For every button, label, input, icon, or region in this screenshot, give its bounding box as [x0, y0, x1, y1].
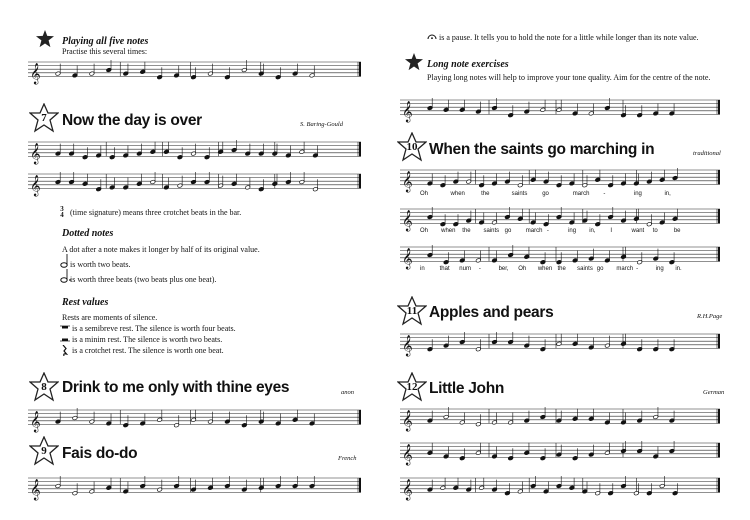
note-icon	[275, 413, 281, 425]
minim-note-icon	[60, 253, 70, 269]
minim-rest-text: is a minim rest. The silence is worth two beats.	[72, 335, 223, 344]
treble-clef-icon: 𝄞	[402, 410, 413, 432]
note-icon	[492, 412, 498, 424]
treble-clef-icon: 𝄞	[30, 175, 41, 197]
crotchet-rest-icon	[61, 345, 69, 356]
note-icon	[621, 247, 627, 259]
time-signature-icon: 3 4	[60, 205, 64, 219]
dotted-text: A dot after a note makes it longer by half of its original value.	[62, 245, 260, 254]
right-page	[375, 0, 750, 520]
long-notes-text: Playing long notes will help to improve your tone quality. Aim for the centre of the note.	[427, 73, 711, 82]
note-icon	[540, 100, 546, 112]
piece-number: 8	[41, 381, 47, 393]
note-icon	[140, 62, 146, 74]
note-icon	[459, 250, 465, 262]
note-icon	[191, 410, 197, 422]
pause-icon	[427, 33, 437, 40]
note-icon	[164, 142, 170, 154]
note-icon	[106, 478, 112, 490]
lyric-syllable: -	[546, 228, 549, 234]
note-icon	[556, 334, 562, 346]
note-icon	[258, 478, 264, 490]
note-icon	[605, 250, 611, 262]
lyric-syllable: when	[450, 191, 465, 197]
lyric-syllable: -	[603, 191, 606, 197]
note-icon	[309, 65, 315, 77]
note-icon	[659, 170, 665, 182]
dotted-minim-text: is worth three beats (two beats plus one beat).	[70, 275, 217, 284]
note-icon	[443, 100, 449, 112]
piece-title: Now the day is over	[62, 112, 202, 129]
lyric-syllable: march	[525, 228, 543, 234]
note-icon	[479, 478, 485, 490]
note-icon	[313, 145, 319, 157]
note-icon	[123, 481, 129, 493]
note-icon	[72, 65, 78, 77]
music-staff	[400, 405, 720, 432]
section-heading: Dotted notes	[62, 228, 114, 239]
note-icon	[621, 412, 627, 424]
note-icon	[595, 170, 601, 182]
instruction-text: Practise this several times:	[62, 47, 148, 56]
note-icon	[492, 212, 498, 224]
piece-credit: anon	[341, 389, 354, 396]
section-heading: Rest values	[62, 297, 109, 308]
treble-clef-icon: 𝄞	[402, 248, 413, 270]
lyric-syllable: go	[504, 228, 512, 234]
note-icon	[517, 481, 523, 493]
piece-credit: German	[703, 389, 725, 396]
note-icon	[89, 481, 95, 493]
note-icon	[543, 481, 549, 493]
piece-title: Little John	[429, 380, 505, 397]
treble-clef-icon: 𝄞	[402, 171, 413, 193]
note-icon	[524, 443, 530, 455]
note-icon	[479, 212, 485, 224]
note-icon	[569, 478, 575, 490]
piece-title: When the saints go marching in	[429, 141, 655, 158]
lyric-syllable: in	[420, 266, 425, 272]
piece-credit: traditional	[693, 150, 721, 157]
lyric-syllable: in,	[589, 228, 596, 234]
note-icon	[245, 177, 251, 189]
treble-clef-icon: 𝄞	[402, 101, 413, 123]
note-icon	[309, 413, 315, 425]
rests-intro: Rests are moments of silence.	[62, 313, 158, 322]
lyric-syllable: Oh	[420, 228, 429, 234]
note-icon	[440, 478, 446, 490]
lyric-syllable: in.	[675, 266, 682, 272]
note-icon	[157, 410, 163, 422]
note-icon	[508, 412, 514, 424]
note-icon	[109, 177, 115, 189]
semibreve-rest-icon	[60, 324, 70, 332]
piece-number: 10	[406, 141, 418, 153]
music-staff	[400, 474, 720, 501]
note-icon	[517, 209, 523, 221]
minim-text: is worth two beats.	[70, 260, 131, 269]
note-icon	[492, 446, 498, 458]
note-icon	[140, 413, 146, 425]
lyric-syllable: march	[616, 266, 634, 272]
treble-clef-icon: 𝄞	[402, 479, 413, 501]
lyric-syllable: num	[459, 266, 471, 272]
note-icon	[572, 250, 578, 262]
lyric-syllable: saints	[577, 266, 593, 272]
note-icon	[150, 142, 156, 154]
note-icon	[427, 173, 433, 185]
note-icon	[530, 170, 536, 182]
note-icon	[476, 250, 482, 262]
piece-credit: French	[338, 455, 357, 462]
piece-number: 12	[406, 381, 418, 393]
note-icon	[556, 100, 562, 112]
lyric-syllable: ing	[568, 228, 577, 234]
lyric-syllable: march	[572, 191, 590, 197]
lyric-syllable: saints	[511, 191, 528, 197]
treble-clef-icon: 𝄞	[30, 411, 41, 433]
note-icon	[524, 247, 530, 259]
note-icon	[530, 212, 536, 224]
music-staff	[28, 138, 361, 165]
treble-clef-icon: 𝄞	[402, 444, 413, 466]
time-signature-text: (time signature) means three crotchet beats in the bar.	[70, 208, 242, 217]
note-icon	[459, 100, 465, 112]
lyric-syllable: the	[557, 266, 566, 272]
note-icon	[605, 412, 611, 424]
note-icon	[106, 413, 112, 425]
lyric-syllable: go	[596, 266, 604, 272]
note-icon	[443, 446, 449, 458]
note-icon	[653, 103, 659, 115]
crotchet-rest-text: is a crotchet rest. The silence is worth one beat.	[72, 346, 224, 355]
note-icon	[572, 103, 578, 115]
note-icon	[572, 409, 578, 421]
piece-title: Apples and pears	[429, 304, 554, 321]
note-icon	[621, 173, 627, 185]
lyric-syllable: ing	[655, 266, 664, 272]
note-icon	[123, 145, 129, 157]
treble-clef-icon: 𝄞	[402, 335, 413, 357]
pause-text: is a pause. It tells you to hold the note for a little while longer than its note value.	[439, 33, 699, 42]
lyric-syllable: Oh	[518, 266, 527, 272]
lyric-syllable: go	[542, 191, 549, 197]
note-icon	[208, 478, 214, 490]
lyric-syllable: -	[636, 266, 639, 272]
note-icon	[299, 142, 305, 154]
lyric-syllable: Oh	[420, 191, 429, 197]
lyric-syllable: I	[610, 228, 613, 234]
treble-clef-icon: 𝄞	[30, 63, 41, 85]
note-icon	[588, 409, 594, 421]
note-icon	[476, 443, 482, 455]
lyric-syllable: when	[441, 228, 456, 234]
treble-clef-icon: 𝄞	[30, 143, 41, 165]
lyric-syllable: ber,	[498, 266, 509, 272]
piece-number: 11	[406, 305, 418, 317]
music-staff	[28, 58, 361, 106]
piece-number: 7	[41, 112, 47, 124]
lyric-syllable: when	[537, 266, 553, 272]
note-icon	[588, 337, 594, 349]
lyric-syllable: -	[478, 266, 481, 272]
lyric-syllable: in,	[664, 191, 671, 197]
lyric-syllable: want	[631, 228, 645, 234]
note-icon	[136, 174, 142, 186]
note-icon	[492, 173, 498, 185]
note-icon	[164, 177, 170, 189]
music-staff	[400, 439, 720, 466]
music-staff	[28, 170, 361, 197]
note-icon	[588, 103, 594, 115]
minim-rest-icon	[60, 335, 70, 343]
note-icon	[123, 177, 129, 189]
note-icon	[231, 174, 237, 186]
note-icon	[174, 65, 180, 77]
note-icon	[672, 209, 678, 221]
piece-title: Drink to me only with thine eyes	[62, 379, 290, 396]
music-staff	[28, 406, 361, 433]
note-icon	[427, 443, 433, 455]
note-icon	[453, 478, 459, 490]
note-icon	[572, 334, 578, 346]
note-icon	[82, 174, 88, 186]
note-icon	[621, 334, 627, 346]
note-icon	[659, 212, 665, 224]
piece-credit: S. Baring-Gould	[300, 121, 343, 128]
lyric-syllable: that	[439, 266, 450, 272]
note-icon	[459, 412, 465, 424]
treble-clef-icon: 𝄞	[402, 210, 413, 232]
star-icon	[405, 53, 423, 71]
semibreve-rest-text: is a semibreve rest. The silence is worth four beats.	[72, 324, 236, 333]
note-icon	[96, 145, 102, 157]
section-heading: Playing all five notes	[62, 36, 149, 47]
note-icon	[292, 410, 298, 422]
lyric-syllable: the	[481, 191, 490, 197]
lyric-syllable: saints	[483, 228, 500, 234]
lyric-syllable: the	[462, 228, 471, 234]
piece-title: Fais do-do	[62, 445, 138, 462]
lyric-syllable: ing	[633, 191, 642, 197]
music-staff	[400, 96, 720, 123]
music-staff	[400, 330, 720, 357]
note-icon	[492, 250, 498, 262]
lyric-syllable: be	[673, 228, 681, 234]
note-icon	[286, 145, 292, 157]
lyric-syllable: to	[652, 228, 658, 234]
piece-number: 9	[41, 445, 47, 457]
piece-credit: R.H.Page	[697, 313, 723, 320]
section-heading: Long note exercises	[427, 59, 509, 70]
treble-clef-icon: 𝄞	[30, 479, 41, 501]
note-icon	[653, 446, 659, 458]
star-icon	[36, 30, 54, 48]
note-icon	[569, 212, 575, 224]
music-staff	[28, 474, 361, 501]
note-icon	[569, 173, 575, 185]
note-icon	[605, 443, 611, 455]
note-icon	[669, 103, 675, 115]
music-staff	[400, 166, 720, 193]
